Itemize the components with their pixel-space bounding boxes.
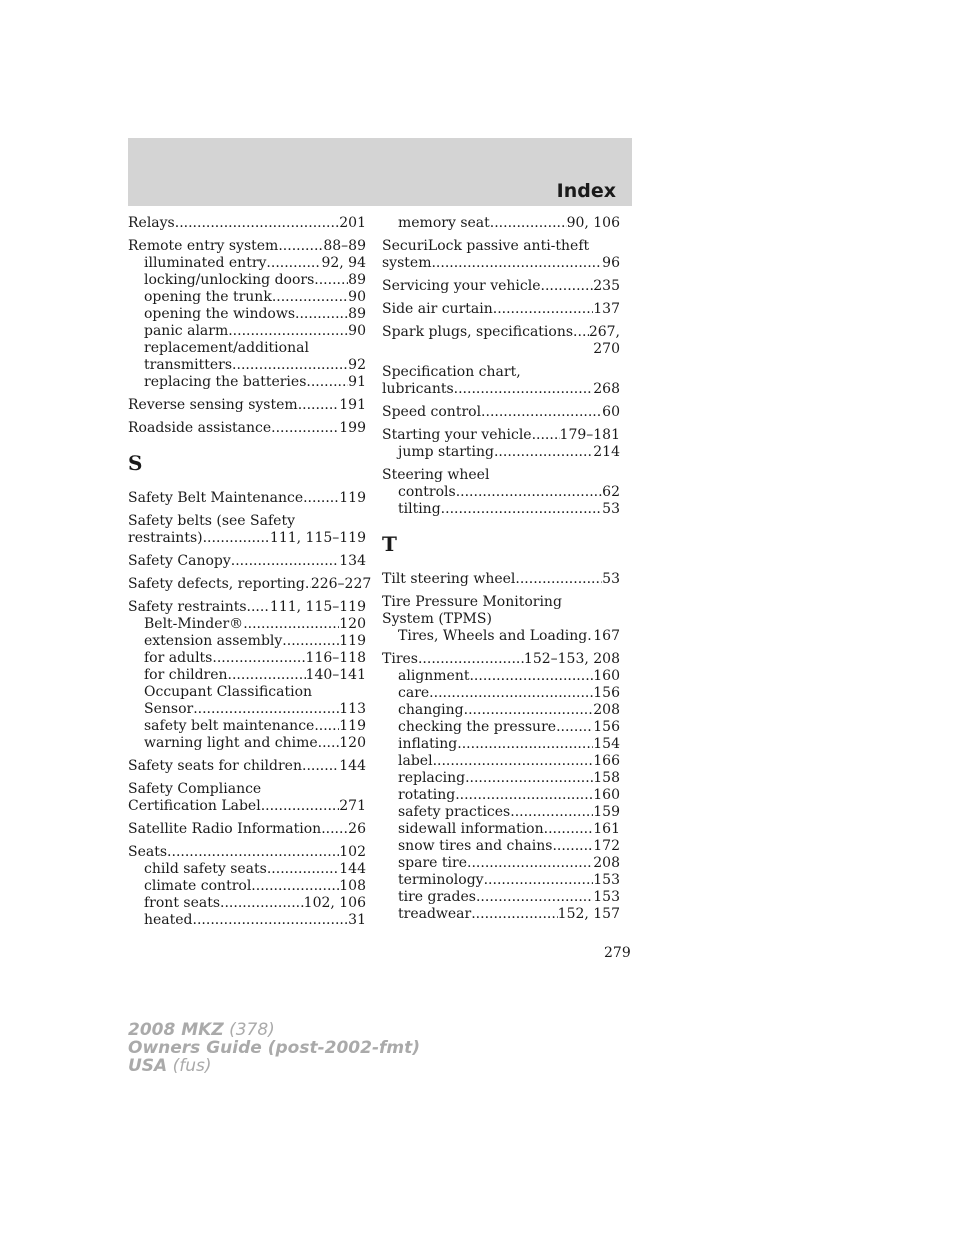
index-term: system	[382, 255, 432, 271]
dot-leader	[272, 289, 348, 306]
index-term: System (TPMS)	[382, 611, 492, 627]
dot-leader	[510, 804, 593, 821]
index-term: opening the windows	[144, 306, 296, 322]
index-page-ref: 201	[339, 215, 366, 231]
index-term: controls	[398, 484, 456, 500]
index-term: Relays	[128, 215, 175, 231]
index-line	[382, 215, 620, 232]
index-line	[128, 272, 366, 289]
dot-leader	[456, 484, 602, 501]
dot-leader	[476, 889, 593, 906]
dot-leader	[465, 770, 593, 787]
index-entry	[128, 576, 372, 593]
index-line	[382, 238, 620, 255]
index-line	[128, 340, 366, 357]
dot-leader	[532, 427, 560, 444]
dot-leader	[278, 238, 323, 255]
index-line	[128, 701, 366, 718]
index-line	[128, 420, 366, 437]
index-term: transmitters	[144, 357, 233, 373]
index-line	[128, 844, 366, 861]
index-line	[128, 616, 366, 633]
index-term: for adults	[144, 650, 213, 666]
index-entry	[128, 553, 366, 570]
index-line	[128, 718, 366, 735]
dot-leader	[490, 215, 567, 232]
index-entry	[128, 420, 366, 437]
dot-leader	[231, 553, 340, 570]
index-page-ref: 90	[348, 323, 366, 339]
dot-leader	[247, 599, 270, 616]
index-term: label	[398, 753, 433, 769]
index-page-ref: 108	[339, 878, 366, 894]
index-page-ref: 31	[348, 912, 366, 928]
index-line	[382, 889, 620, 906]
index-line	[382, 364, 620, 381]
index-term: safety practices	[398, 804, 511, 820]
dot-leader	[541, 278, 594, 295]
document-footer	[128, 1021, 420, 1075]
index-line	[382, 804, 620, 821]
index-entry	[382, 467, 620, 518]
index-page-ref: 119	[339, 633, 366, 649]
index-line	[382, 685, 620, 702]
index-term: Servicing your vehicle	[382, 278, 541, 294]
index-term: panic alarm	[144, 323, 229, 339]
index-line	[382, 484, 620, 501]
index-page-ref: 191	[339, 397, 366, 413]
dot-leader	[243, 616, 339, 633]
index-term: changing	[398, 702, 464, 718]
dot-leader	[228, 667, 306, 684]
index-term: Steering wheel	[382, 467, 490, 483]
index-term: restraints)	[128, 530, 203, 546]
index-line	[128, 735, 366, 752]
index-letter-heading: T	[382, 532, 397, 556]
dot-leader	[212, 650, 305, 667]
index-term: sidewall information	[398, 821, 544, 837]
index-line	[382, 255, 620, 272]
section-title: Index	[556, 180, 616, 202]
index-page-ref: 154	[593, 736, 620, 752]
index-term: tilting	[398, 501, 441, 517]
index-page-ref: 144	[339, 758, 366, 774]
index-term: for children	[144, 667, 228, 683]
index-line	[128, 397, 366, 414]
index-page-ref: 156	[593, 719, 620, 735]
index-letter-heading: S	[128, 451, 143, 475]
index-term: Safety Belt Maintenance	[128, 490, 304, 506]
dot-leader	[220, 895, 304, 912]
dot-leader	[267, 861, 339, 878]
index-line	[128, 357, 366, 374]
dot-leader	[484, 872, 594, 889]
index-line	[128, 323, 366, 340]
index-line	[382, 278, 620, 295]
index-term: Remote entry system	[128, 238, 279, 254]
dot-leader	[266, 255, 321, 272]
dot-leader	[433, 753, 594, 770]
index-page-ref: 270	[593, 341, 620, 357]
index-term: Safety restraints	[128, 599, 247, 615]
index-term: rotating	[398, 787, 456, 803]
index-page-ref: 62	[602, 484, 620, 500]
index-term: Certification Label	[128, 798, 261, 814]
dot-leader	[464, 702, 594, 719]
index-term: snow tires and chains	[398, 838, 553, 854]
index-line	[128, 781, 366, 798]
index-entry	[382, 238, 620, 272]
index-line	[382, 753, 620, 770]
index-term: care	[398, 685, 430, 701]
index-term: locking/unlocking doors	[144, 272, 315, 288]
index-line	[128, 289, 366, 306]
index-line	[382, 427, 620, 444]
index-page-ref: 53	[602, 571, 620, 587]
index-entry	[382, 404, 620, 421]
index-line	[128, 878, 366, 895]
index-line	[128, 306, 366, 323]
dot-leader	[295, 306, 348, 323]
index-line	[128, 374, 366, 391]
index-term: Safety defects, reporting	[128, 576, 305, 592]
index-term: jump starting	[398, 444, 494, 460]
dot-leader	[175, 215, 340, 232]
index-page-ref: 152–153, 208	[523, 651, 620, 667]
footer-market: USA	[128, 1056, 168, 1076]
dot-leader	[457, 736, 593, 753]
footer-model-code: (378)	[229, 1020, 275, 1040]
index-page-ref: 166	[593, 753, 620, 769]
index-term: Side air curtain	[382, 301, 493, 317]
index-line	[382, 444, 620, 461]
index-page-ref: 167	[593, 628, 620, 644]
index-line	[382, 668, 620, 685]
index-page-ref: 235	[593, 278, 620, 294]
index-page-ref: 102, 106	[303, 895, 366, 911]
index-line	[128, 758, 366, 775]
index-term: checking the pressure	[398, 719, 557, 735]
dot-leader	[321, 821, 348, 838]
index-term: Tires, Wheels and Loading	[398, 628, 588, 644]
index-entry	[382, 571, 620, 588]
index-line	[382, 906, 620, 923]
index-column-left	[128, 215, 372, 935]
index-term: replacing	[398, 770, 466, 786]
index-page-ref: 208	[593, 855, 620, 871]
index-page-ref: 26	[348, 821, 366, 837]
index-term: opening the trunk	[144, 289, 272, 305]
index-term: replacing the batteries	[144, 374, 307, 390]
index-term: Tire Pressure Monitoring	[382, 594, 562, 610]
index-term: replacement/additional	[144, 340, 309, 356]
index-line	[382, 501, 620, 518]
index-line	[128, 821, 366, 838]
index-term: Safety Canopy	[128, 553, 231, 569]
dot-leader	[429, 685, 593, 702]
index-line	[382, 702, 620, 719]
index-line	[382, 770, 620, 787]
index-entry	[382, 427, 620, 461]
index-term: climate control	[144, 878, 252, 894]
footer-model: 2008 MKZ	[128, 1020, 224, 1040]
index-term: Reverse sensing system	[128, 397, 298, 413]
index-page-ref: 156	[593, 685, 620, 701]
index-entry	[382, 364, 620, 398]
index-page-ref: 214	[593, 444, 620, 460]
index-term: alignment	[398, 668, 470, 684]
index-entry	[128, 599, 366, 752]
index-line	[128, 798, 366, 815]
index-page-ref: 60	[602, 404, 620, 420]
index-line	[382, 301, 620, 318]
index-line	[382, 651, 620, 668]
index-entry	[382, 215, 620, 232]
index-term: Specification chart,	[382, 364, 521, 380]
index-entry	[382, 594, 620, 645]
dot-leader	[303, 490, 339, 507]
dot-leader	[573, 324, 589, 341]
dot-leader	[481, 404, 602, 421]
dot-leader	[455, 787, 593, 804]
index-line	[128, 895, 366, 912]
index-term: Tires	[382, 651, 418, 667]
index-page-ref: 92	[348, 357, 366, 373]
index-entry	[128, 781, 366, 815]
index-term: treadwear	[398, 906, 472, 922]
index-line	[128, 576, 372, 593]
index-entry	[382, 324, 620, 358]
index-term: Sensor	[144, 701, 194, 717]
index-line	[382, 381, 620, 398]
index-entry	[128, 397, 366, 414]
dot-leader	[271, 420, 339, 437]
index-line	[128, 650, 366, 667]
index-page-ref: 90	[348, 289, 366, 305]
index-entry	[128, 758, 366, 775]
index-page-ref: 226–227	[310, 576, 372, 592]
index-page-ref: 144	[339, 861, 366, 877]
index-term: Safety seats for children	[128, 758, 302, 774]
index-page-ref: 119	[339, 718, 366, 734]
dot-leader	[167, 844, 339, 861]
index-line	[382, 467, 620, 484]
dot-leader	[454, 381, 594, 398]
index-page-ref: 271	[339, 798, 366, 814]
index-term: inflating	[398, 736, 458, 752]
dot-leader	[493, 301, 594, 318]
index-line	[128, 255, 366, 272]
index-line	[382, 611, 620, 628]
index-page-ref: 153	[593, 889, 620, 905]
index-page-ref: 172	[593, 838, 620, 854]
index-term: Occupant Classification	[144, 684, 313, 700]
index-term: warning light and chime	[144, 735, 318, 751]
index-line	[382, 787, 620, 804]
index-line	[128, 861, 366, 878]
index-page-ref: 120	[339, 616, 366, 632]
index-term: front seats	[144, 895, 221, 911]
index-page-ref: 119	[339, 490, 366, 506]
index-line	[382, 628, 620, 645]
index-page-ref: 111, 115–119	[269, 530, 366, 546]
index-term: Tilt steering wheel	[382, 571, 516, 587]
index-page-ref: 268	[593, 381, 620, 397]
index-line	[128, 530, 366, 547]
index-term: Satellite Radio Information	[128, 821, 322, 837]
index-entry	[382, 301, 620, 318]
index-term: child safety seats	[144, 861, 267, 877]
index-entry	[128, 844, 366, 929]
index-line	[128, 553, 366, 570]
index-term: Seats	[128, 844, 168, 860]
index-line	[382, 341, 620, 358]
index-entry	[128, 215, 366, 232]
dot-leader	[302, 758, 339, 775]
index-line	[382, 594, 620, 611]
dot-leader	[494, 444, 593, 461]
page-number: 279	[604, 945, 631, 961]
index-page-ref: 113	[339, 701, 366, 717]
index-term: memory seat	[398, 215, 490, 231]
index-entry	[128, 490, 366, 507]
index-term: lubricants	[382, 381, 454, 397]
index-line	[382, 324, 620, 341]
index-page-ref: 158	[593, 770, 620, 786]
footer-market-code: (fus)	[172, 1056, 212, 1076]
dot-leader	[193, 912, 349, 929]
index-page-ref: 89	[348, 272, 366, 288]
index-page-ref: 116–118	[305, 650, 366, 666]
index-term: safety belt maintenance	[144, 718, 315, 734]
index-page-ref: 179–181	[559, 427, 620, 443]
dot-leader	[469, 668, 593, 685]
index-page-ref: 160	[593, 668, 620, 684]
dot-leader	[544, 821, 594, 838]
dot-leader	[515, 571, 602, 588]
index-term: heated	[144, 912, 193, 928]
index-page-ref: 90, 106	[566, 215, 620, 231]
dot-leader	[282, 633, 339, 650]
dot-leader	[251, 878, 339, 895]
index-entry	[128, 238, 366, 391]
dot-leader	[552, 838, 593, 855]
index-line	[382, 736, 620, 753]
index-term: Belt-Minder®	[144, 616, 244, 632]
index-term: Speed control	[382, 404, 482, 420]
dot-leader	[431, 255, 602, 272]
index-page-ref: 160	[593, 787, 620, 803]
index-term: Safety belts (see Safety	[128, 513, 295, 529]
index-page-ref: 120	[339, 735, 366, 751]
index-term: Starting your vehicle	[382, 427, 532, 443]
index-line	[382, 821, 620, 838]
dot-leader	[467, 855, 593, 872]
index-line	[382, 571, 620, 588]
dot-leader	[193, 701, 339, 718]
index-line	[128, 667, 366, 684]
index-line	[382, 855, 620, 872]
index-column-right	[382, 215, 620, 929]
index-page-ref: 208	[593, 702, 620, 718]
index-entry	[382, 278, 620, 295]
dot-leader	[318, 735, 340, 752]
index-page-ref: 96	[602, 255, 620, 271]
dot-leader	[471, 906, 557, 923]
dot-leader	[228, 323, 348, 340]
index-page-ref: 91	[348, 374, 366, 390]
dot-leader	[314, 272, 348, 289]
index-page-ref: 153	[593, 872, 620, 888]
dot-leader	[418, 651, 524, 668]
dot-leader	[261, 798, 340, 815]
index-page-ref: 88–89	[323, 238, 366, 254]
index-line	[128, 215, 366, 232]
index-term: SecuriLock passive anti-theft	[382, 238, 590, 254]
index-line	[382, 404, 620, 421]
index-line	[128, 599, 366, 616]
index-page-ref: 92, 94	[321, 255, 366, 271]
index-page-ref: 267,	[588, 324, 620, 340]
index-line	[128, 912, 366, 929]
index-line	[128, 513, 366, 530]
index-page-ref: 53	[602, 501, 620, 517]
index-line	[382, 872, 620, 889]
index-entry	[128, 821, 366, 838]
index-line	[128, 684, 366, 701]
index-term: terminology	[398, 872, 484, 888]
index-line	[128, 238, 366, 255]
index-entry	[128, 513, 366, 547]
dot-leader	[306, 374, 348, 391]
index-page-ref: 152, 157	[557, 906, 620, 922]
index-page-ref: 89	[348, 306, 366, 322]
index-page-ref: 159	[593, 804, 620, 820]
index-page-ref: 137	[593, 301, 620, 317]
index-entry	[382, 651, 620, 923]
index-page-ref: 199	[339, 420, 366, 436]
index-page-ref: 161	[593, 821, 620, 837]
dot-leader	[314, 718, 339, 735]
header-band	[128, 138, 632, 206]
index-term: illuminated entry	[144, 255, 267, 271]
dot-leader	[298, 397, 340, 414]
index-line	[382, 838, 620, 855]
index-page-ref: 102	[339, 844, 366, 860]
index-term: Spark plugs, specifications	[382, 324, 574, 340]
index-page-ref: 111, 115–119	[269, 599, 366, 615]
dot-leader	[441, 501, 603, 518]
dot-leader	[232, 357, 348, 374]
index-page-ref: 134	[339, 553, 366, 569]
dot-leader	[203, 530, 270, 547]
index-term: extension assembly	[144, 633, 283, 649]
index-line	[128, 633, 366, 650]
dot-leader	[556, 719, 593, 736]
index-line	[128, 490, 366, 507]
index-line	[382, 719, 620, 736]
footer-guide: Owners Guide (post-2002-fmt)	[128, 1038, 421, 1058]
index-term: tire grades	[398, 889, 476, 905]
index-page-ref: 140–141	[305, 667, 366, 683]
index-term: Safety Compliance	[128, 781, 262, 797]
index-term: Roadside assistance	[128, 420, 272, 436]
index-term: spare tire	[398, 855, 468, 871]
